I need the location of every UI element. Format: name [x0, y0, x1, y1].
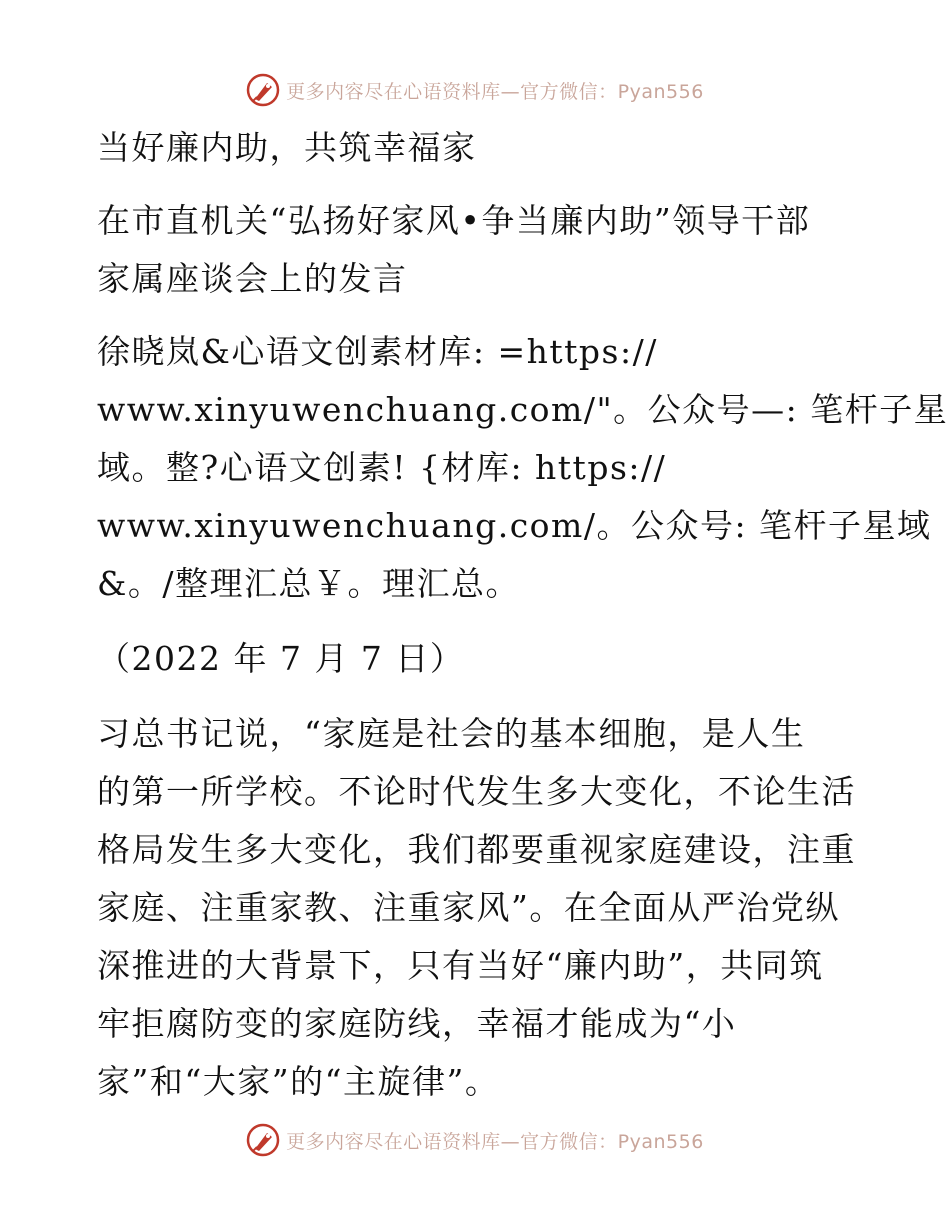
watermark-text — [286, 1127, 704, 1154]
footer-watermark — [0, 1120, 950, 1160]
document-title: 当好廉内助，共筑幸福家 — [97, 128, 477, 167]
author-line: 徐晓岚&心语文创素材库: =https:// — [97, 332, 658, 371]
watermark-text — [286, 77, 704, 104]
author-line: &。/整理汇总￥。理汇总。 — [97, 564, 520, 603]
header-watermark — [0, 70, 950, 110]
author-line: 域。整?心语文创素! {材库: https:// — [97, 448, 667, 487]
pen-nib-logo-icon — [246, 73, 280, 107]
subtitle-line: 在市直机关“弘扬好家风•争当廉内助”领导干部 — [97, 201, 811, 240]
body-line: 习总书记说，“家庭是社会的基本细胞，是人生 — [97, 714, 806, 753]
body-line: 家”和“大家”的“主旋律”。 — [97, 1062, 500, 1101]
subtitle-line: 家属座谈会上的发言 — [97, 259, 408, 298]
author-line: www.xinyuwenchuang.com/"。公众号—: 笔杆子星 — [97, 390, 949, 429]
pen-nib-logo-icon — [246, 1123, 280, 1157]
document-date: （2022 年 7 月 7 日） — [97, 639, 465, 678]
body-line: 家庭、注重家教、注重家风”。在全面从严治党纵 — [97, 888, 840, 927]
body-line: 格局发生多大变化，我们都要重视家庭建设，注重 — [97, 830, 856, 869]
body-line: 的第一所学校。不论时代发生多大变化，不论生活 — [97, 772, 856, 811]
watermark-label: 更多内容尽在心语资料库—官方微信： — [286, 80, 618, 103]
author-line: www.xinyuwenchuang.com/。公众号: 笔杆子星域 — [97, 506, 932, 545]
watermark-label: 更多内容尽在心语资料库—官方微信： — [286, 1130, 618, 1153]
body-line: 深推进的大背景下，只有当好“廉内助”，共同筑 — [97, 946, 824, 985]
watermark-account: Pyan556 — [617, 1130, 704, 1153]
body-line: 牢拒腐防变的家庭防线，幸福才能成为“小 — [97, 1004, 737, 1043]
watermark-account: Pyan556 — [617, 80, 704, 103]
